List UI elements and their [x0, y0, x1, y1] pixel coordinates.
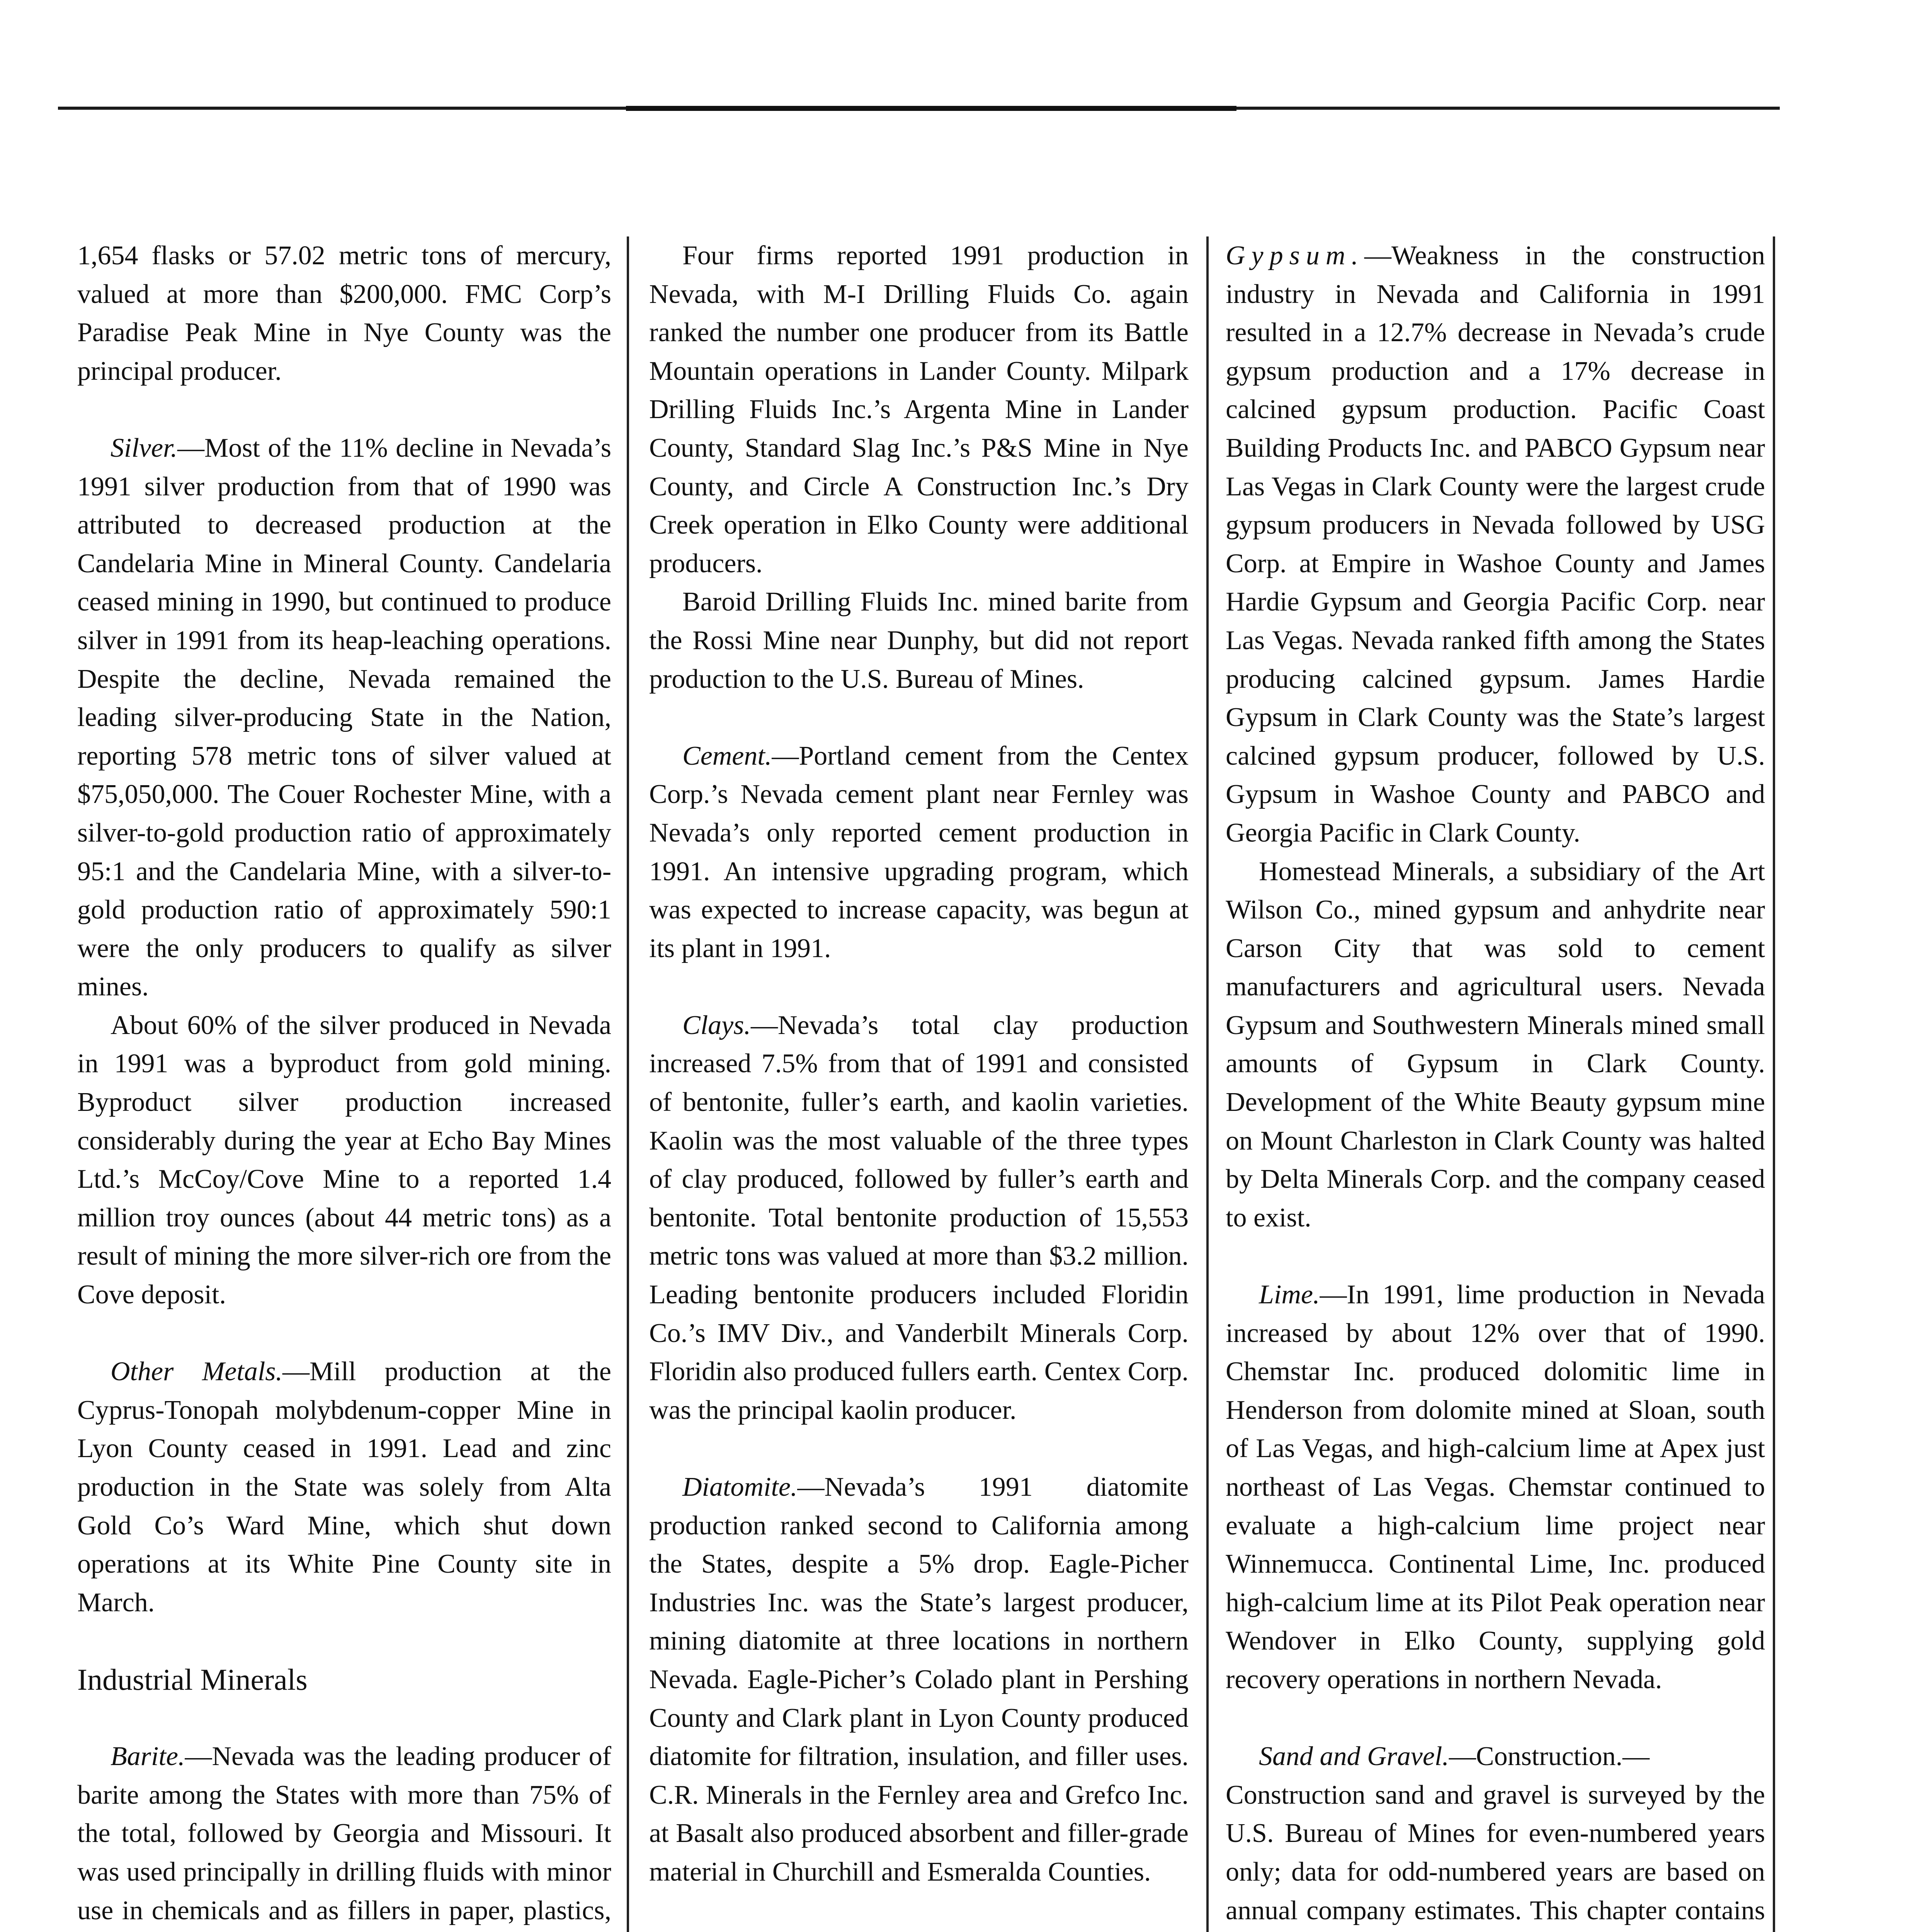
run-in-heading-barite: Barite.	[111, 1742, 185, 1772]
cement-text: —Portland cement from the Centex Corp.’s Nevada cement plant near Fernley was Nevada’s only reported cement production in 1991. An intensive upgrading program, which was expected to increase capacity, was begun at its plant in 1991.	[649, 741, 1189, 963]
lime-text: —In 1991, lime production in Nevada increased by about 12% over that of 1990. Chemstar Inc. produced dolomitic lime in Henderson from dolomite mined at Sloan, south of Las Vegas, and high-calcium lime at Apex just northeast of Las Vegas. Chemstar continued to evaluate a high-calcium lime project near Winnemucca. Continental Lime, Inc. produced high-calcium lime at its Pilot Peak operation near Wendover in Elko County, supplying gold recovery operations in northern Nevada.	[1226, 1280, 1765, 1694]
paragraph-homestead: Homestead Minerals, a subsidiary of the Art Wilson Co., mined gypsum and anhydrite near Carson City that was sold to cement manufacturers and agricultural users. Nevada Gypsum and Southwestern Minerals mined small amounts of Gypsum in Clark County. Development of the White Beauty gypsum mine on Mount Charleston in Clark County was halted by Delta Minerals Corp. and the company ceased to exist.	[1226, 856, 1765, 1233]
paragraph-mercury: 1,654 flasks or 57.02 metric tons of mercury, valued at more than $200,000. FMC Corp’s Paradise Peak Mine in Nye County was the principal producer.	[77, 241, 611, 386]
run-in-heading-clays: Clays.	[682, 1010, 751, 1040]
other-metals-text: —Mill production at the Cyprus-Tonopah molybdenum-copper Mine in Lyon County ceased in 1991. Lead and zinc production in the State was solely from Alta Gold Co’s Ward Mine, which shut down operations at its White Pine County site in March.	[77, 1357, 612, 1617]
subheading-construction: —Construction.—	[1449, 1742, 1650, 1772]
paragraph-sand-gravel	[1226, 1737, 1765, 1932]
gypsum-text: —Weakness in the construction industry in Nevada and California in 1991 resulted in a 12.7% decrease in Nevada’s crude gypsum production and a 17% decrease in calcined gypsum production. Pacific Coast Building Products Inc. and PABCO Gypsum near Las Vegas in Clark County were the largest crude gypsum producers in Nevada followed by USG Corp. at Empire in Washoe County and James Hardie Gypsum and Georgia Pacific Corp. near Las Vegas. Nevada ranked fifth among the States producing calcined gypsum. James Hardie Gypsum in Clark County was the State’s largest calcined gypsum producer, followed by U.S. Gypsum in Washoe County and PABCO and Georgia Pacific in Clark County.	[1226, 241, 1765, 848]
paragraph-other-metals	[77, 1352, 611, 1622]
paragraph-barite-firms: Four firms reported 1991 production in Nevada, with M-I Drilling Fluids Co. again ranked the number one producer from its Battle Mountain operations in Lander County. Milpark Drilling Fluids Inc.’s Argenta Mine in Lander County, Standard Slag Inc.’s P&S Mine in Nye County, and Circle A Construction Inc.’s Dry Creek operation in Elko County were additional producers.	[649, 241, 1189, 578]
barite-text: —Nevada was the leading producer of barite among the States with more than 75% of the total, followed by Georgia and Missouri. It was used principally in drilling fluids with minor use in chemicals and as fillers in paper, plastics,	[77, 1742, 611, 1925]
column-divider-3	[1773, 236, 1775, 1932]
text-column-2	[649, 236, 1189, 1891]
text-column-3	[1226, 236, 1765, 1932]
section-heading-industrial-minerals: Industrial Minerals	[77, 1662, 308, 1696]
paragraph-clays	[649, 1006, 1189, 1430]
paragraph-lime	[1226, 1276, 1765, 1699]
column-divider-1	[627, 236, 629, 1932]
paragraph-gypsum	[1226, 236, 1765, 852]
silver-text: —Most of the 11% decline in Nevada’s 1991 silver production from that of 1990 was attributed to decreased production at the Candelaria Mine in Mineral County. Candelaria ceased mining in 1990, but continued to produce silver in 1991 from its heap-leaching operations. Despite the decline, Nevada remained the leading silver-producing State in the Nation, reporting 578 metric tons of silver valued at $75,050,000. The Couer Rochester Mine, with a silver-to-gold production ratio of approximately 95:1 and the Candelaria Mine, with a silver-to-gold production ratio of approximately 590:1 were the only producers to qualify as silver mines.	[77, 433, 611, 1002]
sand-gravel-text: Construction sand and gravel is surveyed by the U.S. Bureau of Mines for even-numbered years only; data for odd-numbered years are based on annual company estimates. This chapter contains	[1226, 1780, 1765, 1925]
run-in-heading-sand-gravel: Sand and Gravel.	[1259, 1742, 1449, 1772]
run-in-heading-cement: Cement.	[682, 741, 772, 771]
run-in-heading-lime: Lime.	[1259, 1280, 1320, 1310]
column-divider-2	[1206, 236, 1209, 1932]
paragraph-byproduct-silver: About 60% of the silver produced in Nevada in 1991 was a byproduct from gold mining. Byproduct silver production increased considerably during the year at Echo Bay Mines Ltd.’s McCoy/Cove Mine to a reported 1.4 million troy ounces (about 44 metric tons) as a result of mining the more silver-rich ore from the Cove deposit.	[77, 1010, 611, 1310]
header-rule-accent	[626, 106, 1236, 111]
text-column-1	[77, 236, 611, 1932]
paragraph-cement	[649, 737, 1189, 968]
clays-text: —Nevada’s total clay production increased 7.5% from that of 1991 and consisted of bentonite, fuller’s earth, and kaolin varieties. Kaolin was the most valuable of the three types of clay produced, followed by fuller’s earth and bentonite. Total bentonite production of 15,553 metric tons was valued at more than $3.2 million. Leading bentonite producers included Floridin Co.’s IMV Div., and Vanderbilt Minerals Corp. Floridin also produced fullers earth. Centex Corp. was the principal kaolin producer.	[649, 1010, 1189, 1425]
paragraph-barite	[77, 1737, 611, 1932]
run-in-heading-other-metals: Other Metals.	[111, 1357, 283, 1387]
paragraph-baroid: Baroid Drilling Fluids Inc. mined barite from the Rossi Mine near Dunphy, but did not report production to the U.S. Bureau of Mines.	[649, 587, 1189, 694]
paragraph-diatomite	[649, 1468, 1189, 1891]
run-in-heading-gypsum: Gypsum.	[1226, 241, 1364, 270]
paragraph-silver	[77, 429, 611, 1006]
run-in-heading-silver: Silver.	[111, 433, 178, 463]
diatomite-text: —Nevada’s 1991 diatomite production ranked second to California among the States, despite a 5% drop. Eagle-Picher Industries Inc. was the State’s largest producer, mining diatomite at three locations in northern Nevada. Eagle-Picher’s Colado plant in Pershing County and Clark plant in Lyon County produced diatomite for filtration, insulation, and filler uses. C.R. Minerals in the Fernley area and Grefco Inc. at Basalt also produced absorbent and filler-grade material in Churchill and Esmeralda Counties.	[649, 1472, 1189, 1887]
run-in-heading-diatomite: Diatomite.	[682, 1472, 798, 1502]
